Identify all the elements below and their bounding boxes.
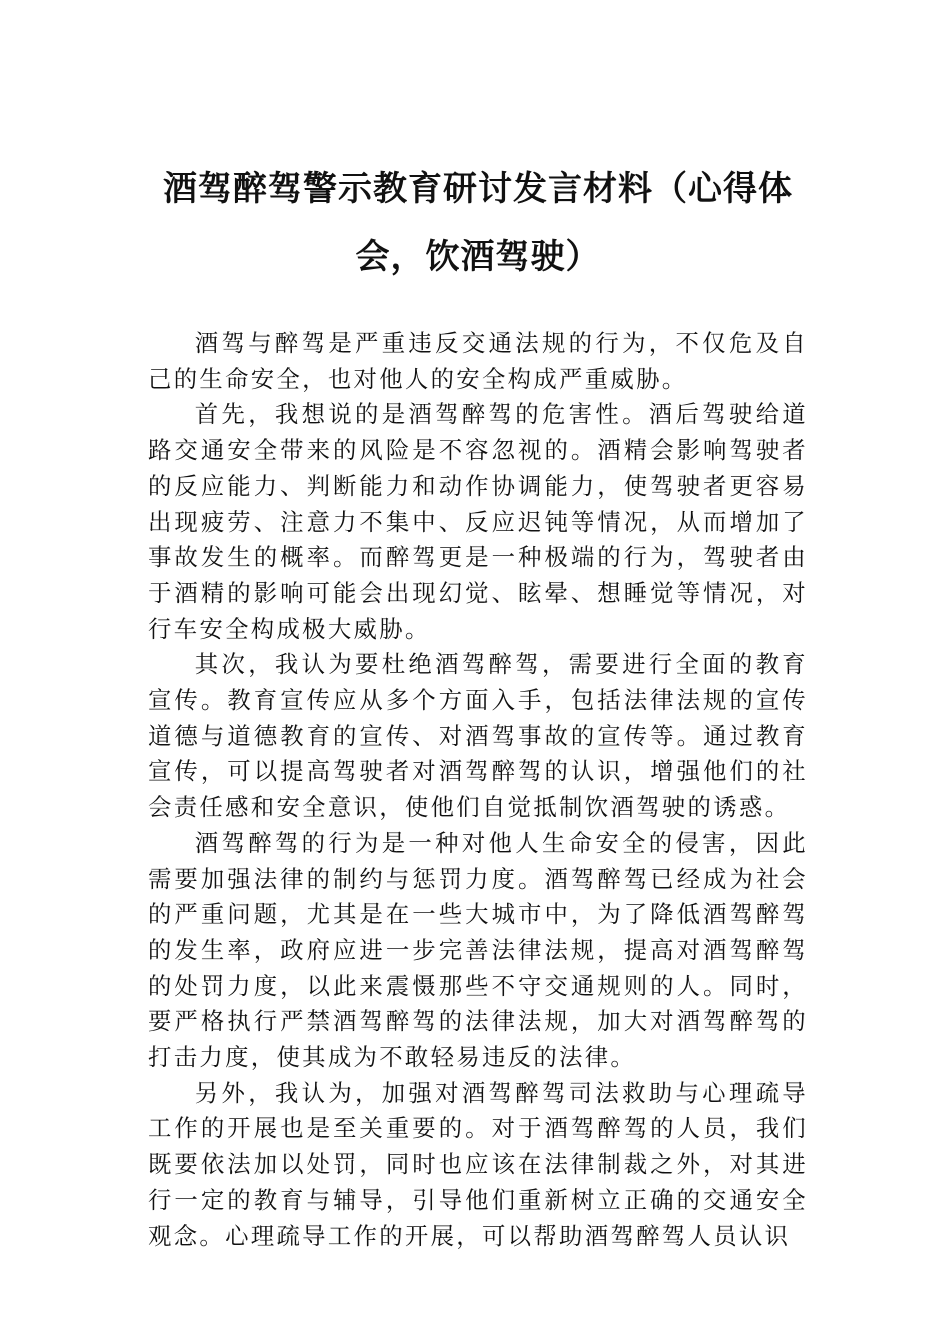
paragraph-counseling: 另外，我认为，加强对酒驾醉驾司法救助与心理疏导工作的开展也是至关重要的。对于酒驾醉驾的人员，我们既要依法加以处罚，同时也应该在法律制裁之外，对其进行一定的教育与辅导，引导他们重新树立正确的交通安全观念。心理疏导工作的开展，可以帮助酒驾醉驾人员认识 — [148, 1078, 808, 1250]
paragraph-intro: 酒驾与醉驾是严重违反交通法规的行为，不仅危及自己的生命安全，也对他人的安全构成严重威胁。 — [148, 329, 808, 393]
document-body — [148, 326, 808, 1254]
paragraph-law: 酒驾醉驾的行为是一种对他人生命安全的侵害，因此需要加强法律的制约与惩罚力度。酒驾醉驾已经成为社会的严重问题，尤其是在一些大城市中，为了降低酒驾醉驾的发生率，政府应进一步完善法律法规，提高对酒驾醉驾的处罚力度，以此来震慑那些不守交通规则的人。同时，要严格执行严禁酒驾醉驾的法律法规，加大对酒驾醉驾的打击力度，使其成为不敢轻易违反的法律。 — [148, 828, 808, 1072]
paragraph-education: 其次，我认为要杜绝酒驾醉驾，需要进行全面的教育宣传。教育宣传应从多个方面入手，包括法律法规的宣传道德与道德教育的宣传、对酒驾事故的宣传等。通过教育宣传，可以提高驾驶者对酒驾醉驾的认识，增强他们的社会责任感和安全意识，使他们自觉抵制饮酒驾驶的诱惑。 — [148, 650, 808, 822]
paragraph-harm: 首先，我想说的是酒驾醉驾的危害性。酒后驾驶给道路交通安全带来的风险是不容忽视的。酒精会影响驾驶者的反应能力、判断能力和动作协调能力，使驾驶者更容易出现疲劳、注意力不集中、反应迟钝等情况，从而增加了事故发生的概率。而醉驾更是一种极端的行为，驾驶者由于酒精的影响可能会出现幻觉、眩晕、想睡觉等情况，对行车安全构成极大威胁。 — [148, 400, 808, 643]
document-title: 酒驾醉驾警示教育研讨发言材料（心得体会，饮酒驾驶） — [163, 169, 793, 277]
